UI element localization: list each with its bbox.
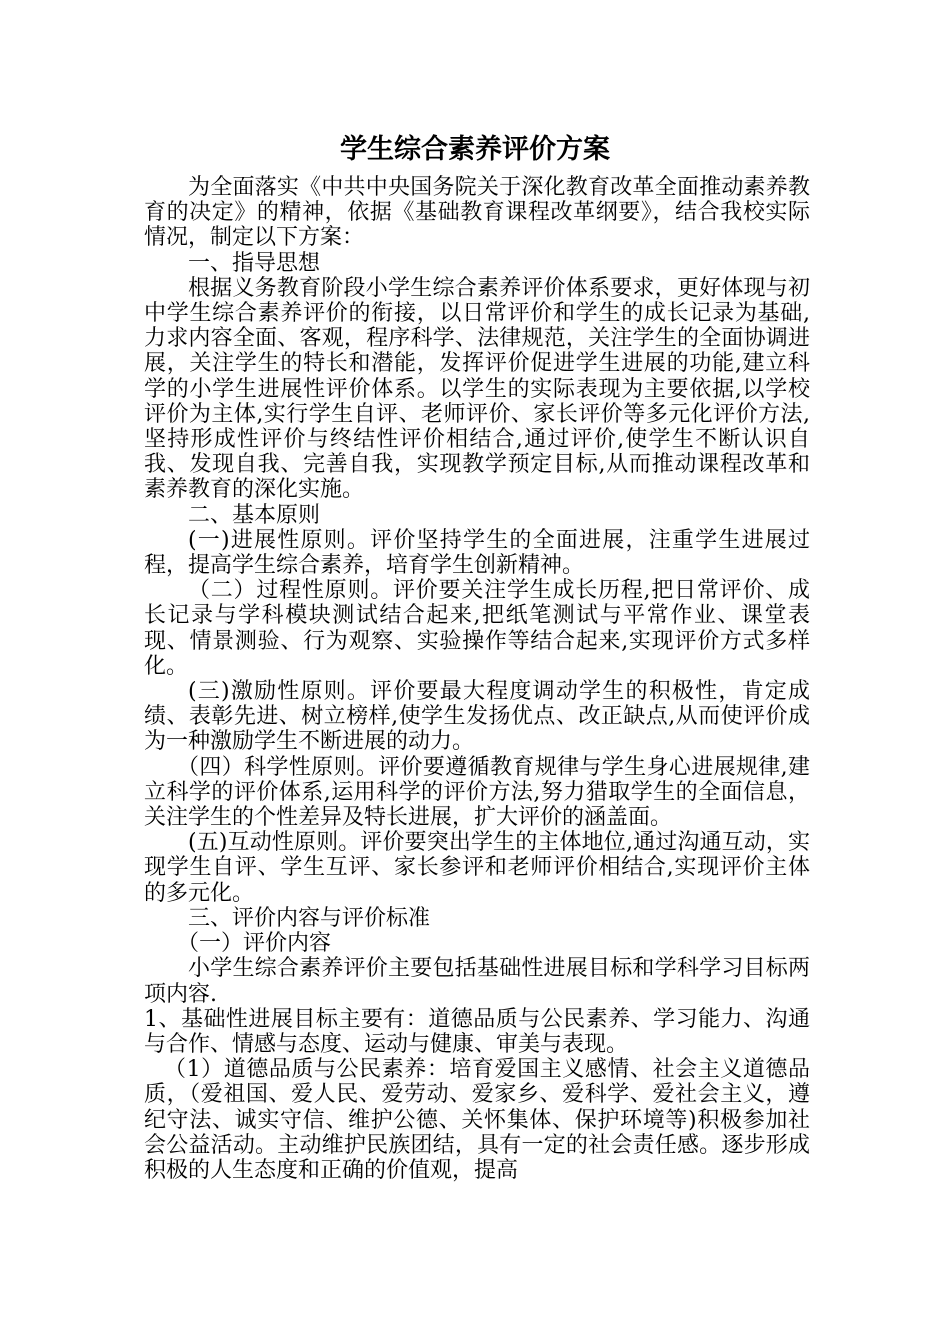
- paragraph-basic-goals: 1、基础性进展目标主要有：道德品质与公民素养、学习能力、沟通与合作、情感与态度、运动与健康、审美与表现。: [144, 1006, 810, 1057]
- document-title: 学生综合素养评价方案: [340, 134, 610, 165]
- paragraph-principle-development: (一)进展性原则。评价坚持学生的全面进展，注重学生进展过程，提高学生综合素养，培育学生创新精神。: [144, 527, 810, 579]
- section-heading-evaluation-content: 三、评价内容与评价标准: [188, 905, 431, 931]
- paragraph-principle-scientific: （四）科学性原则。评价要遵循教育规律与学生身心进展规律,建立科学的评价体系,运用科学的评价方法,努力猎取学生的全面信息，关注学生的个性差异及特长进展，扩大评价的涵盖面。: [144, 754, 810, 831]
- section-heading-basic-principles: 二、基本原则: [188, 502, 321, 528]
- paragraph-moral-quality: （1）道德品质与公民素养：培育爱国主义感情、社会主义道德品质，（爱祖国、爱人民、爱劳动、爱家乡、爱科学、爱社会主义，遵纪守法、诚实守信、维护公德、关怀集体、保护环境等)积极参加社会公益活动。主动维护民族团结，具有一定的社会责任感。逐步形成积极的人生态度和正确的价值观，提高: [144, 1057, 810, 1183]
- paragraph-principle-incentive: (三)激励性原则。评价要最大程度调动学生的积极性，肯定成绩、表彰先进、树立榜样,使学生发扬优点、改正缺点,从而使评价成为一种激励学生不断进展的动力。: [144, 679, 810, 755]
- document-body: [144, 175, 810, 1183]
- paragraph-intro: 为全面落实《中共中央国务院关于深化教育改革全面推动素养教育的决定》的精神，依据《基础教育课程改革纲要》，结合我校实际情况，制定以下方案：: [144, 175, 810, 251]
- section-heading-guiding-ideology: 一、指导思想: [188, 250, 321, 276]
- subsection-heading-evaluation-content: （一）评价内容: [177, 931, 332, 957]
- paragraph-evaluation-content: 小学生综合素养评价主要包括基础性进展目标和学科学习目标两项内容.: [144, 956, 810, 1007]
- paragraph-principle-process: （二）过程性原则。评价要关注学生成长历程,把日常评价、成长记录与学科模块测试结合起来,把纸笔测试与平常作业、课堂表现、情景测验、行为观察、实验操作等结合起来,实现评价方式多样化。: [144, 578, 810, 679]
- paragraph-guiding-ideology: 根据义务教育阶段小学生综合素养评价体系要求，更好体现与初中学生综合素养评价的衔接，以日常评价和学生的成长记录为基础,力求内容全面、客观，程序科学、法律规范，关注学生的全面协调进展，关注学生的特长和潜能，发挥评价促进学生进展的功能,建立科学的小学生进展性评价体系。以学生的实际表现为主要依据,以学校评价为主体,实行学生自评、老师评价、家长评价等多元化评价方法,坚持形成性评价与终结性评价相结合,通过评价,使学生不断认识自我、发现自我、完善自我，实现教学预定目标,从而推动课程改革和素养教育的深化实施。: [144, 275, 810, 503]
- paragraph-principle-interactive: (五)互动性原则。评价要突出学生的主体地位,通过沟通互动，实现学生自评、学生互评、家长参评和老师评价相结合,实现评价主体的多元化。: [144, 830, 810, 906]
